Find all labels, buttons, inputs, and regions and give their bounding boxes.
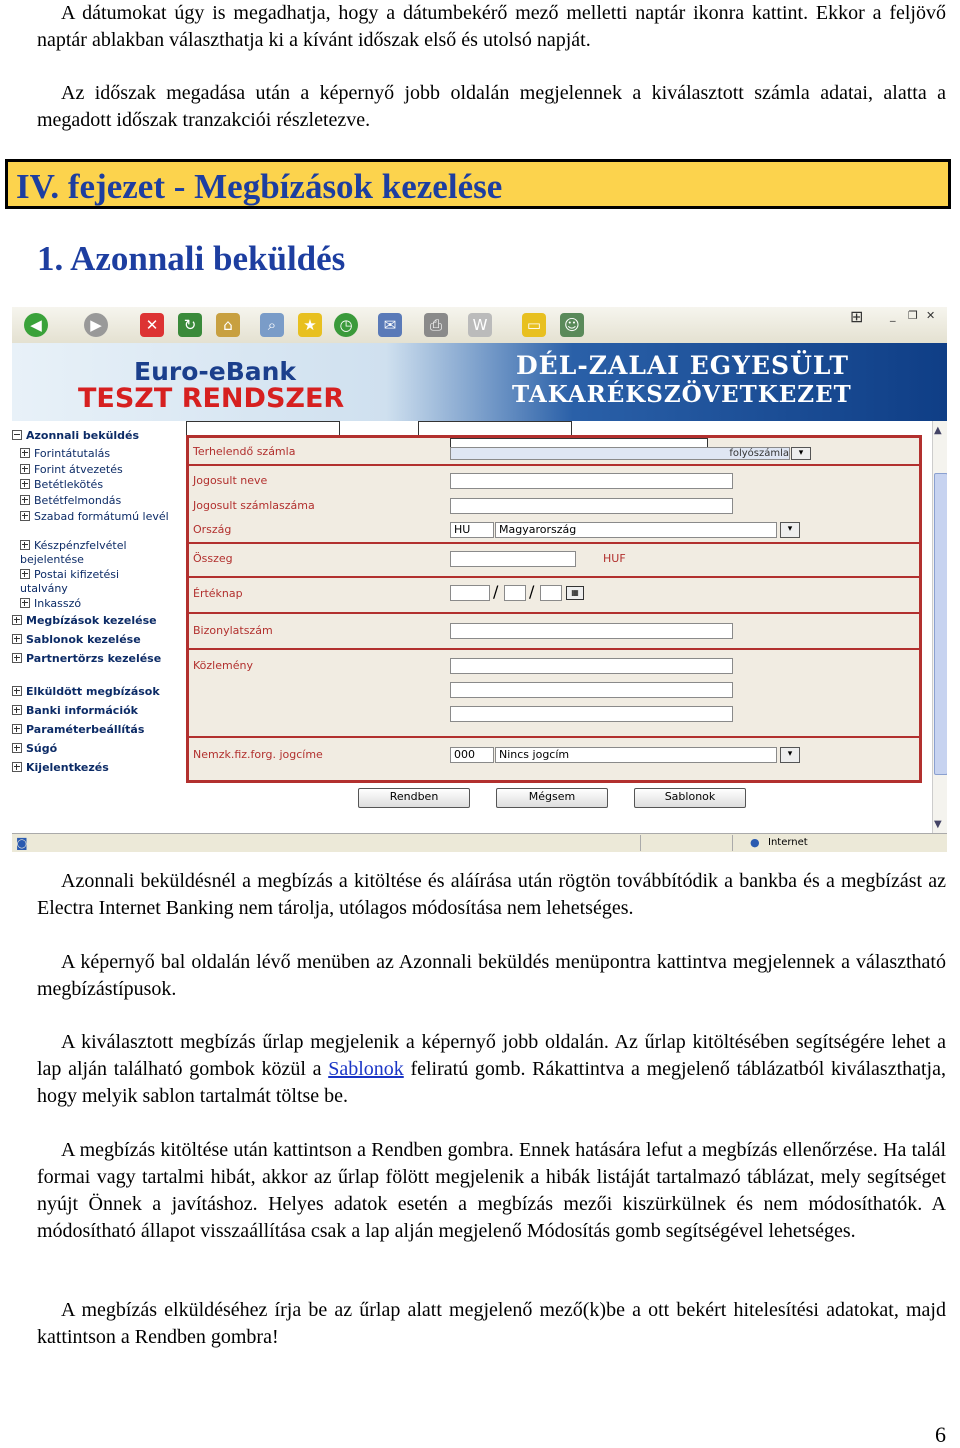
mail-icon[interactable]: ✉ — [378, 313, 402, 337]
side-menu — [12, 421, 180, 833]
search-icon[interactable]: ⌕ — [260, 313, 284, 337]
form-row — [189, 648, 919, 738]
menu-item[interactable]: Forint átvezetés — [20, 463, 123, 477]
legal-title-code-input[interactable]: 000 — [450, 747, 494, 763]
form-area — [180, 421, 932, 833]
menu-item[interactable]: Elküldött megbízások — [12, 685, 160, 699]
minimize-icon[interactable]: _ — [890, 309, 896, 322]
stop-icon[interactable]: ✕ — [140, 313, 164, 337]
templates-button[interactable]: Sablonok — [634, 788, 746, 808]
banner-bank-name-1: DÉL-ZALAI EGYESÜLT — [516, 351, 850, 380]
expand-icon — [12, 634, 22, 644]
ok-button[interactable]: Rendben — [358, 788, 470, 808]
chevron-down-icon[interactable]: ▾ — [791, 447, 811, 460]
page-icon: ◙ — [16, 836, 28, 850]
notice-input-2[interactable] — [450, 682, 733, 698]
form-row — [189, 542, 919, 578]
scrollbar-thumb[interactable] — [934, 473, 947, 775]
history-icon[interactable]: ◷ — [334, 313, 358, 337]
bank-banner — [12, 343, 947, 421]
zone-label: Internet — [768, 837, 808, 848]
value-date-month[interactable] — [504, 585, 526, 601]
value-date-year[interactable] — [450, 585, 490, 601]
expand-icon — [20, 495, 30, 505]
form-row — [189, 736, 919, 780]
chevron-down-icon[interactable]: ▾ — [780, 522, 800, 538]
expand-icon — [20, 540, 30, 550]
notice-label: Közlemény — [193, 659, 253, 672]
expand-icon — [12, 762, 22, 772]
order-form — [186, 435, 922, 783]
divider — [640, 835, 641, 851]
expand-icon — [20, 464, 30, 474]
expand-icon — [12, 686, 22, 696]
account-select[interactable]: folyószámla — [450, 447, 790, 460]
country-label: Ország — [193, 523, 232, 536]
menu-item[interactable]: Kijelentkezés — [12, 761, 109, 775]
notice-input-1[interactable] — [450, 658, 733, 674]
paragraph-4: A megbízás kitöltése után kattintson a Rendben gombra. Ennek hatására lefut a megbízás ellenőrzése. Ha talál formai vagy tartalmi hibát, akkor az űrlap fölött megjelenik a hibák listáját tartalmazó táblázat, mely segítséget nyújt Önnek a javításhoz. Helyes adatok esetén a megbízás mezői kiszürkülnek és nem módosíthatók. A módosítható állapot visszaállítása csak a lap alján megjelenő Módosítás gomb segítségével lehetséges. — [37, 1139, 946, 1242]
menu-item[interactable]: Forintátutalás — [20, 447, 110, 461]
print-icon[interactable]: ⎙ — [424, 313, 448, 337]
chapter-heading: IV. fejezet - Megbízások kezelése — [16, 167, 503, 206]
vertical-scrollbar[interactable] — [932, 421, 947, 833]
scroll-down-icon[interactable]: ▼ — [934, 819, 942, 830]
beneficiary-account-input[interactable] — [450, 498, 733, 514]
intro-paragraph-1: A dátumokat úgy is megadhatja, hogy a dátumbekérő mező melletti naptár ikonra kattint. Ekkor a feljövő naptár ablakban választhatja ki a kívánt időszak első és utolsó napját. — [37, 2, 946, 51]
beneficiary-name-input[interactable] — [450, 473, 733, 489]
templates-link[interactable]: Sablonok — [328, 1058, 404, 1080]
menu-item[interactable]: Betétfelmondás — [20, 494, 121, 508]
divider — [732, 835, 733, 851]
legal-title-select[interactable]: Nincs jogcím — [495, 747, 777, 763]
banner-bank-name-2: TAKARÉKSZÖVETKEZET — [512, 381, 852, 408]
restore-icon[interactable]: ❐ — [908, 309, 918, 322]
form-row — [189, 576, 919, 614]
expand-icon — [12, 653, 22, 663]
intro-paragraph-2: Az időszak megadása után a képernyő jobb oldalán megjelennek a kiválasztott számla adatai, alatta a megadott időszak tranzakciói részletezve. — [37, 82, 946, 131]
browser-toolbar — [12, 307, 947, 344]
close-icon[interactable]: ✕ — [926, 309, 936, 322]
chapter-heading-box — [5, 159, 951, 209]
menu-item[interactable]: Postai kifizetési utalvány — [20, 568, 120, 595]
refresh-icon[interactable]: ↻ — [178, 313, 202, 337]
menu-item[interactable]: Sablonok kezelése — [12, 633, 141, 647]
country-select[interactable]: Magyarország — [495, 522, 777, 538]
menu-item[interactable]: Banki információk — [12, 704, 138, 718]
expand-icon — [12, 615, 22, 625]
home-icon[interactable]: ⌂ — [216, 313, 240, 337]
menu-item[interactable]: Betétlekötés — [20, 478, 103, 492]
menu-item[interactable]: Súgó — [12, 742, 57, 756]
expand-icon — [12, 724, 22, 734]
account-label: Terhelendő számla — [193, 445, 296, 458]
expand-icon — [12, 743, 22, 753]
expand-icon — [20, 479, 30, 489]
favorites-icon[interactable]: ★ — [298, 313, 322, 337]
beneficiary-name-label: Jogosult neve — [193, 474, 268, 487]
calendar-icon[interactable]: ▦ — [566, 586, 584, 600]
notice-input-3[interactable] — [450, 706, 733, 722]
country-code-input[interactable]: HU — [450, 522, 494, 538]
expand-icon — [20, 511, 30, 521]
document-number-label: Bizonylatszám — [193, 624, 273, 637]
form-row — [189, 438, 919, 466]
expand-icon — [20, 598, 30, 608]
banner-test-system: TESZT RENDSZER — [78, 383, 345, 414]
discuss-icon[interactable]: ▭ — [522, 313, 546, 337]
banner-product: Euro-eBank — [134, 357, 297, 386]
app-screenshot — [12, 307, 947, 852]
expand-icon — [20, 569, 30, 579]
date-separator: / — [529, 582, 535, 601]
menu-item[interactable]: Szabad formátumú levél — [20, 510, 170, 524]
scroll-up-icon[interactable]: ▲ — [934, 425, 942, 436]
forward-icon[interactable]: ▶ — [84, 313, 108, 337]
paragraph-3: A kiválasztott megbízás űrlap megjelenik a képernyő jobb oldalán. Az űrlap kitöltésében segítségére lehet a lap alján található gombok közül a Sablonok feliratú gomb. Rákattintva a megjelenő táblázatból kiválaszthatja, hogy melyik sablon tartalmát töltse be. — [37, 1031, 946, 1107]
document-number-input[interactable] — [450, 623, 733, 639]
menu-item[interactable]: Készpénzfelvétel bejelentése — [20, 539, 127, 566]
beneficiary-account-label: Jogosult számlaszáma — [193, 499, 315, 512]
status-bar — [12, 833, 947, 852]
date-separator: / — [493, 582, 499, 601]
messenger-icon[interactable]: ☺ — [560, 313, 584, 337]
chevron-down-icon[interactable]: ▾ — [780, 747, 800, 763]
back-icon[interactable]: ◀ — [24, 313, 48, 337]
menu-item[interactable]: Inkasszó — [20, 597, 81, 611]
menu-item[interactable]: Paraméterbeállítás — [12, 723, 144, 737]
page-number: 6 — [935, 1422, 946, 1447]
globe-icon: ● — [750, 836, 760, 849]
paragraph-2: A képernyő bal oldalán lévő menüben az Azonnali beküldés menüpontra kattintva megjelennek a választható megbízástípusok. — [37, 951, 946, 1000]
collapse-icon — [12, 430, 22, 440]
menu-item[interactable]: Megbízások kezelése — [12, 614, 157, 628]
menu-item[interactable]: Azonnali beküldés — [12, 429, 139, 443]
form-row — [189, 612, 919, 650]
section-heading: 1. Azonnali beküldés — [37, 239, 346, 278]
expand-icon — [20, 448, 30, 458]
value-date-day[interactable] — [540, 585, 562, 601]
form-row — [189, 464, 919, 544]
amount-label: Összeg — [193, 552, 233, 565]
paragraph-5: A megbízás elküldéséhez írja be az űrlap alatt megjelenő mező(k)be a ott bekért hitelesítési adatokat, majd kattintson a Rendben gombra! — [37, 1299, 946, 1348]
windows-logo-icon: ⊞ — [850, 307, 864, 326]
paragraph-1: Azonnali beküldésnél a megbízás a kitöltése és aláírása után rögtön továbbítódik a bankba és a megbízást az Electra Internet Banking nem tárolja, utólagos módosítása nem lehetséges. — [37, 870, 946, 919]
menu-item[interactable]: Partnertörzs kezelése — [12, 652, 162, 666]
currency-label: HUF — [603, 552, 626, 565]
expand-icon — [12, 705, 22, 715]
amount-input[interactable] — [450, 551, 576, 567]
value-date-label: Értéknap — [193, 587, 243, 600]
edit-icon[interactable]: W — [468, 313, 492, 337]
cancel-button[interactable]: Mégsem — [496, 788, 608, 808]
legal-title-label: Nemzk.fiz.forg. jogcíme — [193, 748, 323, 761]
